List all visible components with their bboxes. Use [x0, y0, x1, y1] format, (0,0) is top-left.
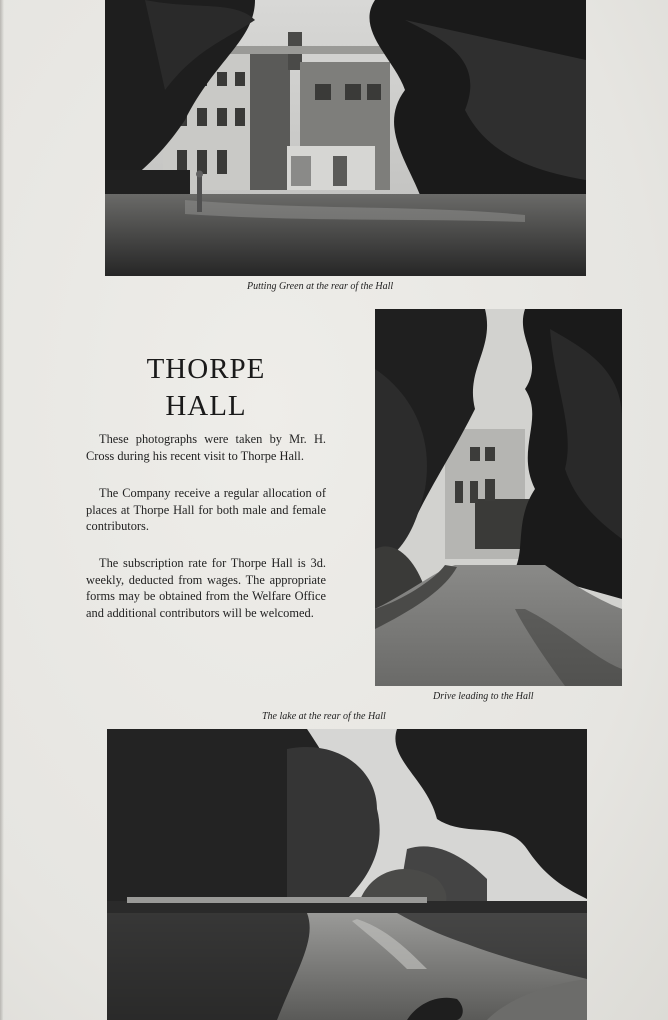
caption-putting-green: Putting Green at the rear of the Hall: [247, 281, 394, 292]
photo-putting-green: [105, 0, 586, 276]
photo-lake: [107, 729, 587, 1020]
article-paragraph: These photographs were taken by Mr. H. Cross during his recent visit to Thorpe Hall.: [86, 432, 326, 463]
caption-drive: Drive leading to the Hall: [433, 691, 534, 702]
caption-lake: The lake at the rear of the Hall: [262, 711, 386, 722]
page-title-line-2: HALL: [165, 390, 247, 422]
page-edge-shadow: [0, 0, 4, 1020]
photo-drive: [375, 309, 622, 686]
page-title-line-1: THORPE: [146, 353, 266, 385]
article-paragraph: The Company receive a regular allocation of places at Thorpe Hall for both male and female contributors.: [86, 486, 326, 534]
article-paragraph: The subscription rate for Thorpe Hall is 3d. weekly, deducted from wages. The appropriate forms may be obtained from the Welfare Office and additional contributors will be welcomed.: [86, 556, 326, 620]
